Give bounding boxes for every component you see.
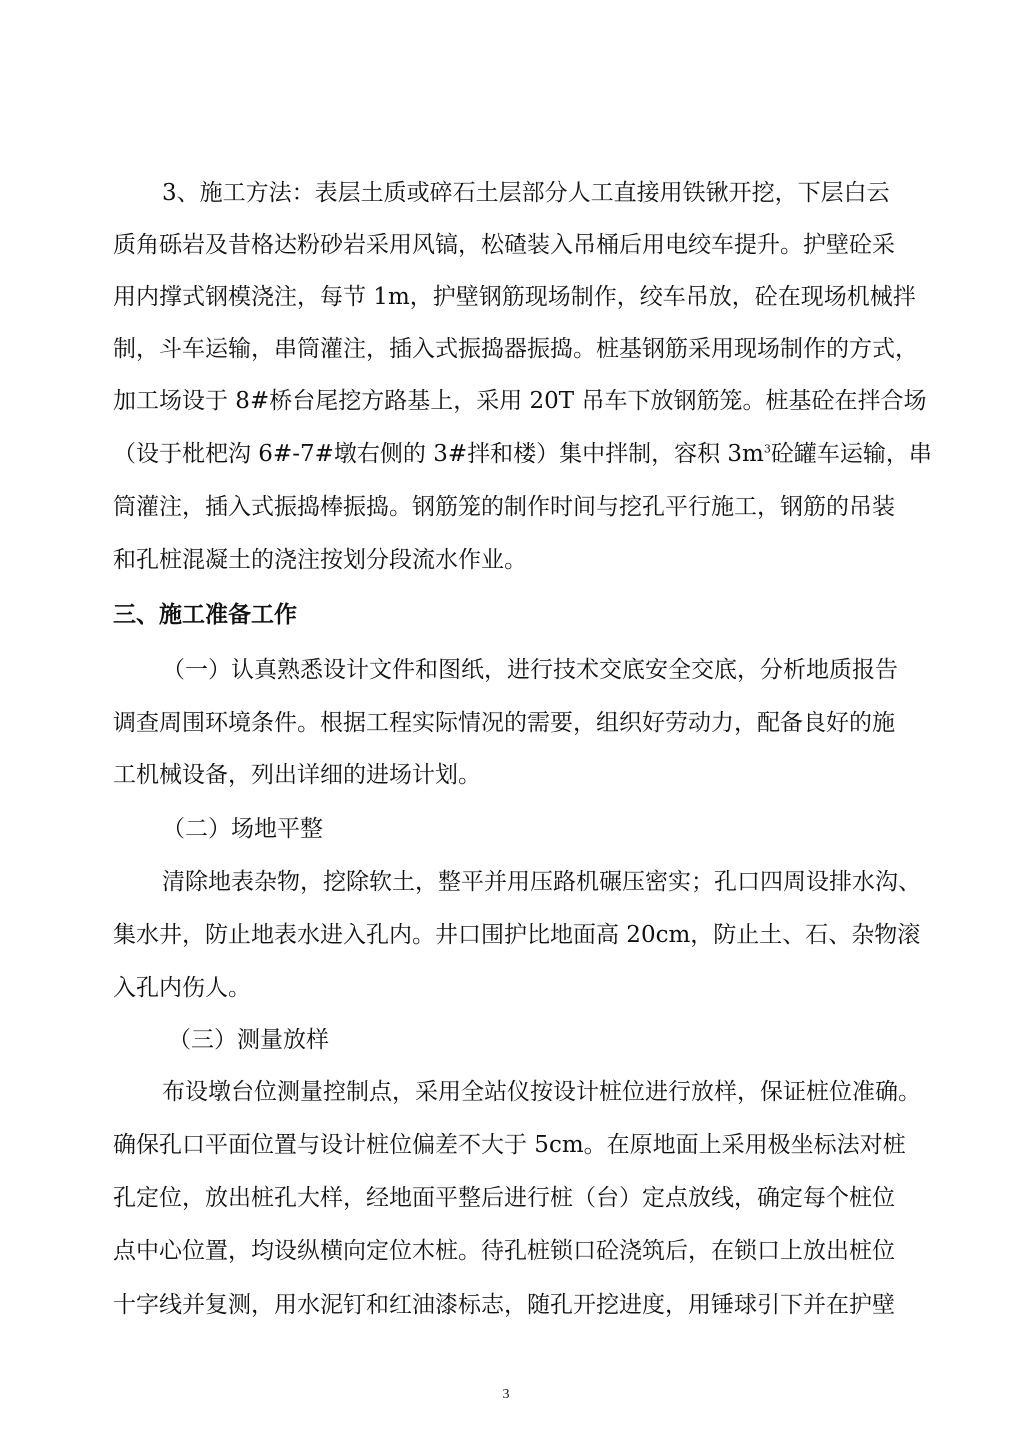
superscript: 3 (763, 442, 771, 456)
paragraph-line: 3、施工方法：表层土质或碎石土层部分人工直接用铁锹开挖，下层白云 (162, 180, 890, 206)
paragraph-line: （一）认真熟悉设计文件和图纸，进行技术交底安全交底，分析地质报告 (162, 657, 898, 683)
paragraph-line: 集水井，防止地表水进入孔内。井口围护比地面高 20cm，防止土、石、杂物滚 (113, 922, 921, 948)
paragraph-line: 孔定位，放出桩孔大样，经地面平整后进行桩（台）定点放线，确定每个桩位 (113, 1185, 895, 1211)
paragraph-line: 入孔内伤人。 (113, 975, 251, 1001)
paragraph-line: 工机械设备，列出详细的进场计划。 (113, 762, 481, 788)
line-text: 砼罐车运输，串 (770, 441, 932, 467)
paragraph-line: 加工场设于 8#桥台尾挖方路基上，采用 20T 吊车下放钢筋笼。桩基砼在拌合场 (113, 388, 927, 414)
paragraph-line: 调查周围环境条件。根据工程实际情况的需要，组织好劳动力，配备良好的施 (113, 710, 895, 736)
paragraph-line: 布设墩台位测量控制点，采用全站仪按设计桩位进行放样，保证桩位准确。 (162, 1079, 921, 1105)
paragraph-line: 点中心位置，均设纵横向定位木桩。待孔桩锁口砼浇筑后，在锁口上放出桩位 (113, 1238, 895, 1264)
paragraph-line: 十字线并复测，用水泥钉和红油漆标志，随孔开挖进度，用锤球引下并在护壁 (113, 1292, 895, 1318)
section-heading: 三、施工准备工作 (113, 601, 297, 628)
subsection-heading: （二）场地平整 (162, 816, 323, 842)
paragraph-line: 确保孔口平面位置与设计桩位偏差不大于 5cm。在原地面上采用极坐标法对桩 (113, 1132, 906, 1158)
paragraph-line (113, 439, 932, 469)
paragraph-line: 筒灌注，插入式振捣棒振捣。钢筋笼的制作时间与挖孔平行施工，钢筋的吊装 (113, 494, 895, 520)
paragraph-line: 用内撑式钢模浇注，每节 1m，护壁钢筋现场制作，绞车吊放，砼在现场机械拌 (113, 284, 916, 310)
page-number: 3 (502, 1387, 510, 1402)
paragraph-line: 和孔桩混凝土的浇注按划分段流水作业。 (113, 547, 527, 573)
paragraph-line: 质角砾岩及昔格达粉砂岩采用风镐，松碴装入吊桶后用电绞车提升。护壁砼采 (113, 232, 895, 258)
line-text: （设于枇杷沟 6#-7#墩右侧的 3#拌和楼）集中拌制，容积 3m (113, 441, 764, 467)
subsection-heading: （三）测量放样 (168, 1027, 329, 1053)
paragraph-line: 制，斗车运输，串筒灌注，插入式振捣器振捣。桩基钢筋采用现场制作的方式， (113, 336, 918, 362)
paragraph-line: 清除地表杂物，挖除软土，整平并用压路机碾压密实；孔口四周设排水沟、 (162, 869, 921, 895)
